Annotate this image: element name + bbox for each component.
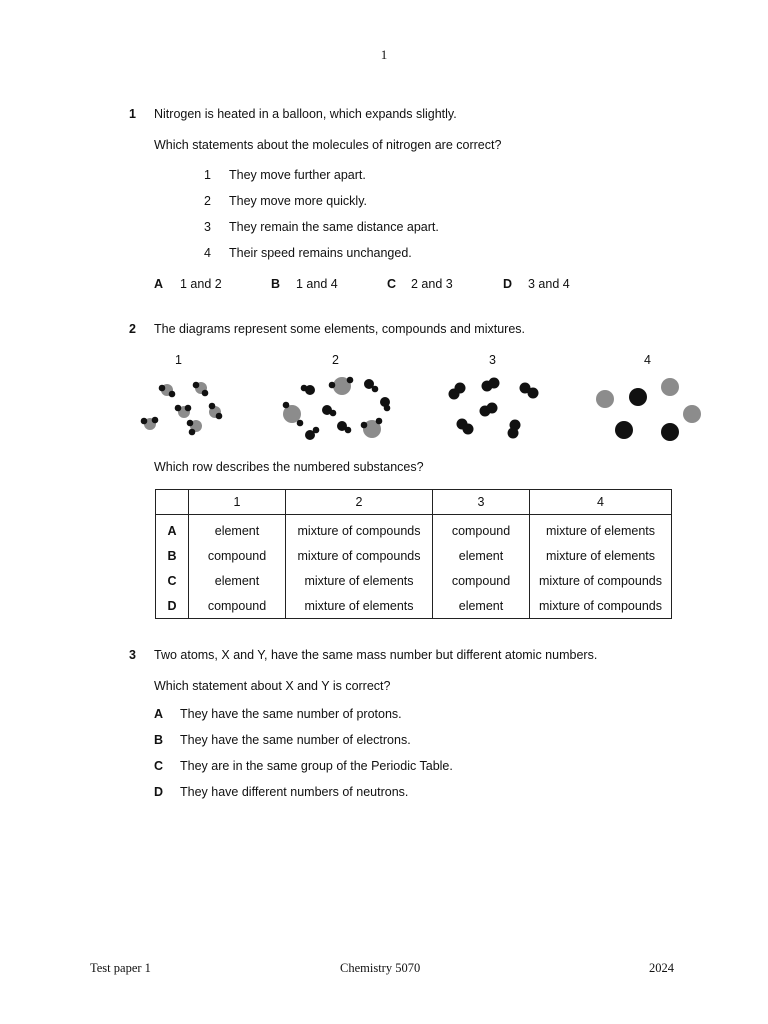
q1-option-a[interactable]: 1 and 2 <box>180 277 222 291</box>
dark-atom <box>209 403 216 410</box>
table-header: 1 <box>189 490 286 515</box>
footer-left: Test paper 1 <box>90 961 151 975</box>
dark-atom <box>528 388 539 399</box>
q3-option-c[interactable]: They are in the same group of the Periodic Table. <box>180 759 453 773</box>
dark-atom <box>187 420 194 427</box>
dark-atom <box>329 382 336 389</box>
grey-atom <box>661 378 679 396</box>
dark-atom <box>508 428 519 439</box>
q2-stem: The diagrams represent some elements, compounds and mixtures. <box>154 322 526 336</box>
dark-atom <box>384 405 391 412</box>
table-row[interactable] <box>156 593 672 619</box>
grey-atom <box>596 390 614 408</box>
dark-atom <box>216 413 223 420</box>
table-cell: mixture of compounds <box>286 515 433 544</box>
row-label[interactable]: C <box>156 568 189 593</box>
table-header: 4 <box>530 490 672 515</box>
row-label[interactable]: A <box>156 515 189 544</box>
table-cell: mixture of elements <box>286 568 433 593</box>
footer-right: 2024 <box>649 961 674 975</box>
diagram-3-element-molecules <box>449 378 539 439</box>
dark-atom <box>361 422 368 429</box>
dark-atom <box>347 377 354 384</box>
q1-option-letter[interactable]: D <box>503 277 513 291</box>
dark-atom <box>487 403 498 414</box>
table-cell: element <box>433 593 530 619</box>
row-label[interactable]: B <box>156 543 189 568</box>
q1-statement-number: 3 <box>204 220 211 234</box>
table-cell: compound <box>189 593 286 619</box>
table-cell: mixture of elements <box>286 593 433 619</box>
table-cell: mixture of compounds <box>530 568 672 593</box>
table-cell: mixture of elements <box>530 515 672 544</box>
table-header: 3 <box>433 490 530 515</box>
q1-statement-number: 2 <box>204 194 211 208</box>
dark-atom <box>463 424 474 435</box>
q2-question: Which row describes the numbered substances? <box>154 460 424 474</box>
q1-statement: They move more quickly. <box>229 194 368 208</box>
table-cell: element <box>189 515 286 544</box>
q3-option-b[interactable]: They have the same number of electrons. <box>180 733 411 747</box>
diagram-4-mixture-of-atoms <box>596 378 701 441</box>
dark-atom <box>141 418 148 425</box>
q2-number: 2 <box>129 322 136 336</box>
q1-statement-number: 1 <box>204 168 211 182</box>
q1-statement: Their speed remains unchanged. <box>229 246 412 260</box>
q3-option-d[interactable]: They have different numbers of neutrons. <box>180 785 409 799</box>
dark-atom <box>193 382 200 389</box>
dark-atom <box>330 410 337 417</box>
dark-atom <box>301 385 308 392</box>
dark-atom <box>202 390 209 397</box>
diagram-1-compound-molecules <box>141 382 223 436</box>
dark-atom <box>313 427 320 434</box>
row-label[interactable]: D <box>156 593 189 619</box>
dark-atom <box>376 418 383 425</box>
grey-atom <box>683 405 701 423</box>
q1-option-d[interactable]: 3 and 4 <box>528 277 570 291</box>
table-cell: mixture of compounds <box>530 593 672 619</box>
q1-number: 1 <box>129 107 136 121</box>
particle-diagrams <box>130 370 710 445</box>
dark-atom <box>152 417 159 424</box>
diagram-2-mixture-of-compounds <box>283 377 391 440</box>
table-header <box>156 490 189 515</box>
dark-atom <box>489 378 500 389</box>
q2-answer-table <box>155 489 672 619</box>
dark-atom <box>189 429 196 436</box>
q1-statement: They move further apart. <box>229 168 366 182</box>
q3-option-letter[interactable]: D <box>154 785 164 799</box>
dark-atom <box>629 388 647 406</box>
dark-atom <box>661 423 679 441</box>
q3-number: 3 <box>129 648 136 662</box>
q1-option-letter[interactable]: B <box>271 277 281 291</box>
table-cell: mixture of elements <box>530 543 672 568</box>
q1-statement: They remain the same distance apart. <box>229 220 439 234</box>
dark-atom <box>185 405 192 412</box>
q1-question: Which statements about the molecules of nitrogen are correct? <box>154 138 502 152</box>
page-number: 1 <box>380 47 388 62</box>
particle-diagrams-svg <box>130 370 710 445</box>
q3-option-letter[interactable]: A <box>154 707 164 721</box>
dark-atom <box>345 427 352 434</box>
dark-atom <box>169 391 176 398</box>
dark-atom <box>615 421 633 439</box>
q1-option-letter[interactable]: A <box>154 277 164 291</box>
table-row[interactable] <box>156 568 672 593</box>
table-row[interactable] <box>156 515 672 544</box>
dark-atom <box>175 405 182 412</box>
diagram-label: 4 <box>644 353 651 367</box>
q3-option-a[interactable]: They have the same number of protons. <box>180 707 402 721</box>
q3-question: Which statement about X and Y is correct? <box>154 679 391 693</box>
q1-option-c[interactable]: 2 and 3 <box>411 277 453 291</box>
q3-option-letter[interactable]: B <box>154 733 164 747</box>
dark-atom <box>283 402 290 409</box>
diagram-label: 1 <box>175 353 182 367</box>
table-cell: compound <box>189 543 286 568</box>
table-cell: mixture of compounds <box>286 543 433 568</box>
footer-center: Chemistry 5070 <box>340 961 421 975</box>
diagram-label: 3 <box>489 353 496 367</box>
dark-atom <box>159 385 166 392</box>
table-row[interactable] <box>156 543 672 568</box>
table-cell: element <box>433 543 530 568</box>
q1-option-letter[interactable]: C <box>387 277 397 291</box>
dark-atom <box>455 383 466 394</box>
q1-stem: Nitrogen is heated in a balloon, which expands slightly. <box>154 107 457 121</box>
table-cell: element <box>189 568 286 593</box>
dark-atom <box>297 420 304 427</box>
q3-option-letter[interactable]: C <box>154 759 164 773</box>
q1-option-b[interactable]: 1 and 4 <box>296 277 338 291</box>
table-cell: compound <box>433 515 530 544</box>
dark-atom <box>372 386 379 393</box>
table-header: 2 <box>286 490 433 515</box>
diagram-label: 2 <box>332 353 339 367</box>
q1-statement-number: 4 <box>204 246 211 260</box>
table-cell: compound <box>433 568 530 593</box>
q3-stem: Two atoms, X and Y, have the same mass number but different atomic numbers. <box>154 648 598 662</box>
